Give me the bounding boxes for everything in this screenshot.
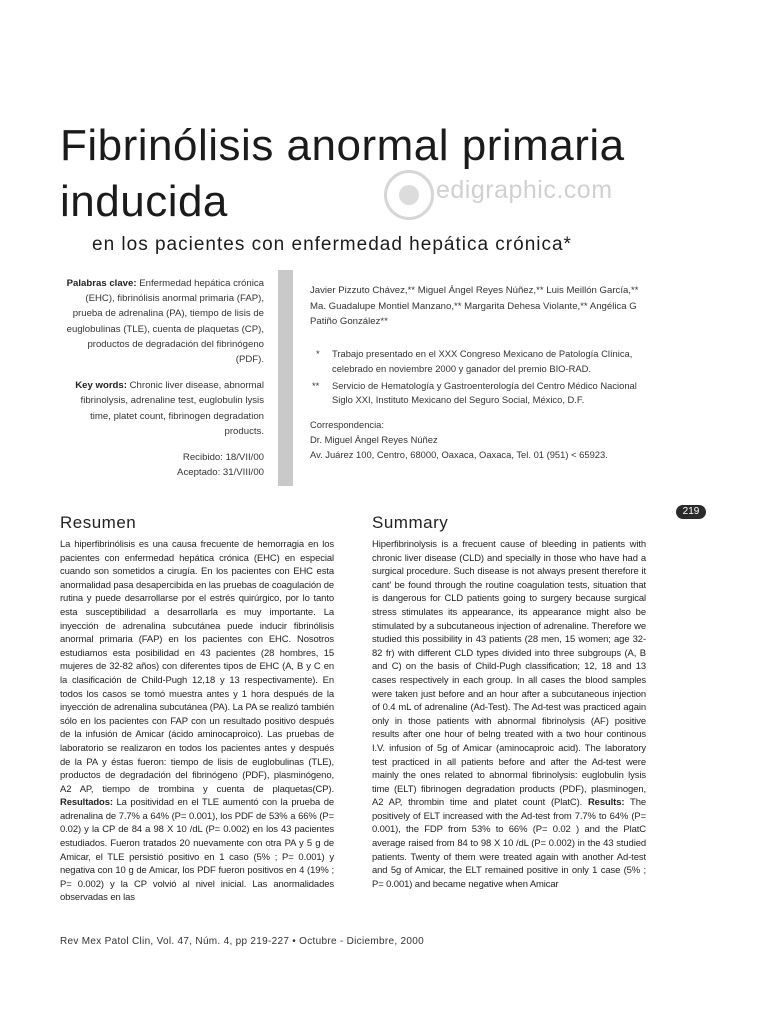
note-item — [310, 347, 650, 377]
note-text: Trabajo presentado en el XXX Congreso Mexicano de Patología Clínica, celebrado en noviembre 2000 y ganador del premio BIO-RAD. — [332, 348, 633, 374]
keywords-block — [60, 276, 264, 491]
correspondence-label: Correspondencia: — [310, 419, 385, 430]
correspondence — [310, 418, 670, 462]
article-title: Fibrinólisis anormal primaria inducida — [60, 121, 625, 226]
dates — [60, 450, 264, 480]
note-item — [310, 379, 650, 409]
correspondence-address: Av. Juárez 100, Centro, 68000, Oaxaca, Oaxaca, Tel. 01 (951) < 65923. — [310, 448, 608, 460]
keywords-es — [60, 276, 264, 367]
article-subtitle: en los pacientes con enfermedad hepática crónica* — [92, 234, 572, 255]
accepted-date: Aceptado: 31/VIII/00 — [177, 467, 264, 479]
resumen-heading: Resumen — [60, 513, 137, 532]
keywords-en-text: Chronic liver disease, abnormal fibrinolysis, adrenaline test, euglobulin lysis time, platet count, fibrinogen degradation products. — [80, 380, 264, 437]
note-text: Servicio de Hematología y Gastroenterología del Centro Médico Nacional Siglo XXI, Instituto Mexicano del Seguro Social, México, D.F. — [332, 379, 637, 406]
note-mark: ** — [312, 379, 320, 391]
received-date: Recibido: 18/VII/00 — [182, 452, 264, 464]
page-number-badge: 219 — [676, 505, 706, 519]
vertical-divider — [278, 270, 293, 486]
citation-footer: Rev Mex Patol Clin, Vol. 47, Núm. 4, pp 219-227 • Octubre - Diciembre, 2000 — [60, 936, 424, 947]
summary-results-label: Results: — [587, 797, 625, 809]
summary-heading: Summary — [372, 513, 449, 532]
resumen-results-text: La positividad en el TLE aumentó con la prueba de adrenalina de 7.7% a 64% (P= 0.001), los PDF de 53% a 66% (P= 0.02) y la CP de 84 a 98 X 10 /dL (P= 0.002) en los 43 pacientes estudiados. Fueron tratados 20 nuevamente con otra PA y 5 g de Amicar, el TLE persistió positivo en 1 caso (5% ; P= 0.001) y negativa con 10 g de Amicar, los PDF fueron positivos en 4 (19% ; P= 0.002) y la CP volvió al nivel inicial. Las anormalidades observadas en las — [60, 797, 334, 904]
note-mark: * — [316, 348, 320, 359]
summary-body — [372, 538, 646, 891]
watermark-text: edigraphic.com — [436, 176, 613, 204]
authors: Javier Pizzuto Chávez,** Miguel Ángel Reyes Núñez,** Luis Meillón García,** Ma. Guadalupe Montiel Manzano,** Margarita Dehesa Violante,** Angélica G Patiño González** — [310, 285, 639, 327]
resumen-body — [60, 538, 334, 905]
keywords-en — [60, 378, 264, 439]
resumen-results-label: Resultados: — [60, 797, 113, 809]
summary-results-text: The positively of ELT increased with the Ad-test from 7.7% to 64% (P= 0.001), the FDP from 53% to 66% (P= 0.02 ) and the PlatC average raised from 84 to 98 X 10 /dL (P= 0.002) in the 43 studied patients. Twenty of them were treated again with another Ad-test and 5g of Amicar, the ELT remained positive in only 1 case (5% ; P= 0.001) and became negative when Amicar — [372, 797, 646, 890]
edigraphic-logo-icon — [384, 170, 434, 220]
correspondence-name: Dr. Miguel Ángel Reyes Núñez — [310, 433, 438, 445]
keywords-es-label: Palabras clave: — [66, 278, 137, 289]
watermark — [384, 168, 644, 226]
keywords-en-label: Key words: — [75, 380, 127, 392]
resumen-paragraph: La hiperfibrinólisis es una causa frecuente de hemorragia en los pacientes con enfermedad hepática crónica (EHC) en especial cuando son sometidos a cirugía. En los pacientes con EHC esta anormalidad pasa desapercibida en las pruebas de coagulación de rutina y puede desarrollarse por el estrés quirúrgico, por lo tanto esta susceptibilidad a desarrollarla es muy importante. La inyección de adrenalina subcutánea puede inducir fibrinólisis anormal primaria (FAP) en los pacientes con EHC. Nosotros estudiamos esta posibilidad en 43 pacientes (28 hombres, 15 mujeres de 32-82 años) con diferentes tipos de EHC (A, B y C en la clasificación de Child-Pugh 12,18 y 13 respectivamente). En todos los casos se tomó muestra antes y 1 hora después de la inyección de adrenalina subcutánea (PA). La PA se realizó también sólo en los pacientes con FAP con un resultado positivo después de la infusión de Amicar (ácido aminocaproico). Las pruebas de laboratorio se realizaron en todos los pacientes antes y después de la PA y éstas fueron: tiempo de lisis de euglobulinas (TLE), productos de degradación del fibrinógeno (PDF), plasminógeno, A2 AP, tiempo de trombina y cuenta de plaquetas(CP). — [60, 539, 334, 795]
summary-paragraph: Hiperfibrinolysis is a frecuent cause of bleeding in patients with chronic liver disease (CLD) and specially in those who have had a surgical procedure. Such disease is not always present therefore it cant' be found through the routine coagulation tests, situation that is dangerous for CLD patients going to surgery because surgical stress stimulates its appearance, its appearance might also be stimulated by a subcutaneous injection of adrenaline. Therefore we studied this possibility in 43 patients (28 men, 15 women; age 32-82 fr) with different CLD types divided into three subgroups (A, B and C) on the basis of Child-Pugh classification; 12, 18 and 13 cases respectively in each group. In all cases the blood samples were taken just before and an hour after a subcutaneous injection of 0.4 mL of adrenaline (Ad-Test). The Ad-test was practiced again only in those patients with abnormal fibrinolysis (AF) positive results after one hour of belng treated with a two hour continous I.V. infusion of 5g of Amicar (aminocaproic acid). The laboratory test practiced in all patients before and after the Ad-test were mainly the ones related to abnormal fibrinolysis: euglobulin lysis time (ELT) fibrinogen degradation products (PDF), plasminogen, A2 AP, thrombin time and platet count (PlatC). — [372, 539, 646, 809]
affiliation-notes — [310, 347, 650, 410]
keywords-es-text: Enfermedad hepática crónica (EHC), fibrinólisis anormal primaria (FAP), prueba de adrenalina (PA), tiempo de lisis de euglobulinas (TLE), cuenta de plaquetas (CP), productos de degradación del fibrinógeno (PDF). — [66, 278, 264, 366]
